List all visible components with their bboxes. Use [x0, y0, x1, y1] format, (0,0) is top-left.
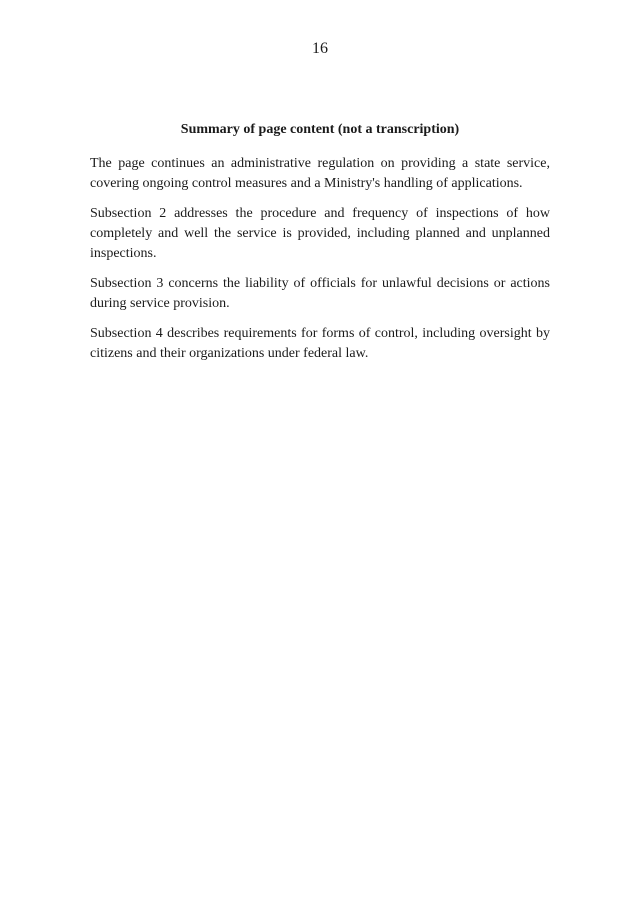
summary-point: The page continues an administrative regulation on providing a state service, covering ongoing control measures and a Ministry's handling of applications. — [90, 156, 550, 191]
summary-title: Summary of page content (not a transcription) — [180, 122, 460, 137]
summary-point: Subsection 3 concerns the liability of officials for unlawful decisions or actions during service provision. — [90, 276, 550, 311]
summary-point: Subsection 4 describes requirements for forms of control, including oversight by citizens and their organizations under federal law. — [90, 326, 550, 361]
page-number: 16 — [312, 40, 328, 57]
content-summary — [90, 120, 550, 374]
summary-point: Subsection 2 addresses the procedure and frequency of inspections of how completely and well the service is provided, including planned and unplanned inspections. — [90, 206, 550, 261]
